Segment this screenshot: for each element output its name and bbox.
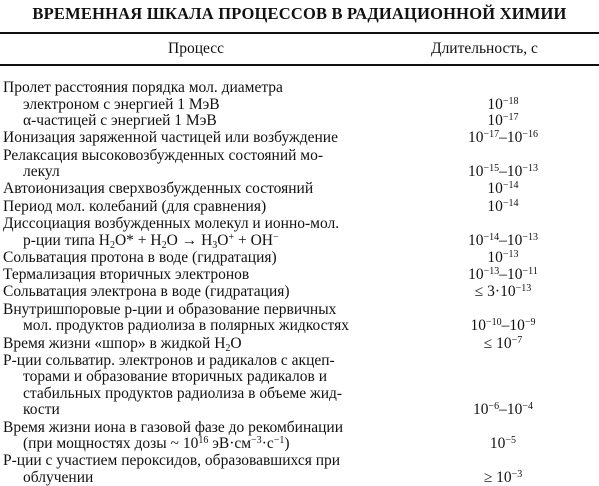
process-line: лекул: [23, 163, 60, 181]
duration-line: $10^{-13}-10^{-11}$: [468, 266, 538, 284]
process-line: торами и образование вторичных радикалов и: [23, 368, 328, 386]
duration-cell: [438, 302, 568, 335]
process-cell: [3, 267, 423, 284]
duration-cell: [438, 336, 568, 353]
process-line: Пролет расстояния порядка мол. диаметра: [3, 79, 283, 96]
process-cell: [3, 216, 423, 249]
duration-cell: [438, 284, 568, 301]
column-header-duration: Длительность, с: [431, 40, 538, 57]
page-title: ВРЕМЕННАЯ ШКАЛА ПРОЦЕССОВ В РАДИАЦИОННОЙ ХИМИИ: [32, 4, 567, 23]
duration-line: [438, 216, 568, 233]
duration-line: $10^{-14}$: [487, 197, 519, 215]
duration-line: [438, 148, 568, 165]
duration-line: [438, 386, 568, 403]
process-line: Р-ции сольватир. электронов и радикалов с акцеп-: [3, 351, 335, 369]
duration-cell: [438, 80, 568, 130]
process-line: кости: [23, 401, 60, 419]
duration-line: [438, 453, 568, 470]
duration-line: [438, 420, 568, 437]
process-line: Внутришпоровые р-ции и образование первичных: [3, 300, 337, 318]
process-line: (при мощностях дозы ~ $10^{16}$ $эВ\cdot см^{-3}\cdot с^{-1}$): [23, 435, 290, 453]
duration-line: ≥ $10^{-3}$: [483, 468, 523, 486]
duration-line: $10^{-15}-10^{-13}$: [467, 163, 539, 181]
duration-line: $10^{-17}$: [487, 112, 519, 129]
process-line: α-частицей с энергией 1 МэВ: [23, 112, 217, 129]
process-line: Автоионизация сверхвозбужденных состояний: [3, 180, 314, 198]
duration-line: [438, 353, 568, 370]
header-rule: [0, 64, 599, 66]
duration-cell: [438, 216, 568, 249]
process-line: Время жизни «шпор» в жидкой $H_2O$: [3, 334, 242, 354]
duration-cell: [438, 250, 568, 267]
process-line: Время жизни иона в газовой фазе до рекомбинации: [3, 418, 344, 436]
process-cell: [3, 336, 423, 353]
duration-cell: [438, 353, 568, 419]
duration-cell: [438, 181, 568, 198]
column-header-process: Процесс: [168, 40, 225, 57]
process-line: Сольватация протона в воде (гидратация): [3, 248, 277, 266]
process-line: Термализация вторичных электронов: [3, 266, 250, 284]
duration-line: [438, 369, 568, 386]
duration-line: $10^{-10}-10^{-9}$: [470, 317, 536, 335]
process-cell: [3, 250, 423, 267]
duration-line: $10^{-14}-10^{-13}$: [467, 231, 539, 249]
process-cell: [3, 130, 423, 147]
duration-line: $10^{-14}$: [487, 180, 519, 198]
process-line: Релаксация высоковозбужденных состояний мо-: [3, 146, 324, 164]
duration-line: ≤ $3\cdot 10^{-13}$: [474, 283, 532, 301]
process-cell: [3, 80, 423, 130]
duration-cell: [438, 453, 568, 486]
duration-cell: [438, 130, 568, 147]
duration-line: [438, 80, 568, 97]
duration-line: $10^{-18}$: [487, 95, 519, 113]
duration-line: $10^{-17}-10^{-16}$: [467, 129, 539, 147]
duration-cell: [438, 420, 568, 453]
process-line: мол. продуктов радиолиза в полярных жидкостях: [23, 317, 350, 335]
process-line: Ионизация заряженной частицей или возбуждение: [3, 129, 338, 147]
process-line: р-ции типа $H_2O* + H_2O \to H_3O^+ + OH^-$: [23, 231, 279, 251]
process-line: Диссоциация возбужденных молекул и ионно-мол.: [3, 215, 340, 232]
process-cell: [3, 148, 423, 181]
process-cell: [3, 453, 423, 486]
process-cell: [3, 420, 423, 453]
duration-line: ≤ $10^{-7}$: [483, 334, 523, 352]
process-cell: [3, 181, 423, 198]
process-line: Период мол. колебаний (для сравнения): [3, 197, 267, 215]
process-cell: [3, 199, 423, 216]
duration-line: $10^{-5}$: [489, 435, 517, 453]
process-cell: [3, 284, 423, 301]
process-cell: [3, 353, 423, 419]
process-line: облучении: [23, 468, 94, 486]
process-line: Р-ции с участием пероксидов, образовавшихся при: [3, 452, 341, 470]
process-line: электроном с энергией 1 МэВ: [23, 95, 220, 113]
duration-line: [438, 302, 568, 319]
top-rule: [0, 32, 599, 34]
duration-cell: [438, 199, 568, 216]
duration-cell: [438, 267, 568, 284]
duration-line: $10^{-13}$: [487, 248, 519, 266]
process-cell: [3, 302, 423, 335]
process-line: Сольватация электрона в воде (гидратация): [3, 283, 290, 301]
duration-line: $10^{-6}-10^{-4}$: [472, 401, 534, 419]
duration-cell: [438, 148, 568, 181]
process-line: стабильных продуктов радиолиза в объеме жид-: [23, 384, 343, 402]
